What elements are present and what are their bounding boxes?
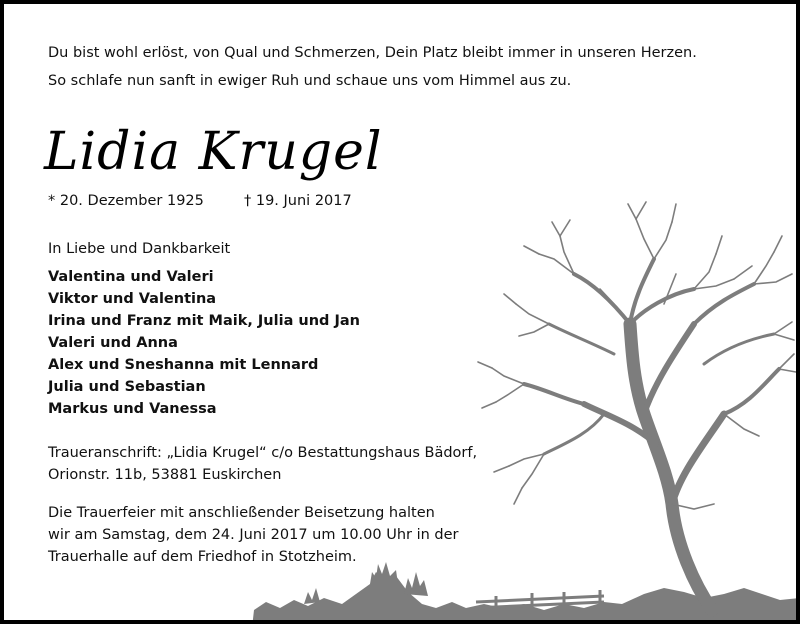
deceased-name: Lidia Krugel [44,122,383,182]
mourner-name: Viktor und Valentina [48,291,217,307]
death-date: † 19. Juni 2017 [244,193,352,209]
tree-silhouette [478,202,796,610]
mourner-name: Markus und Vanessa [48,401,217,417]
birth-date: * 20. Dezember 1925 [48,193,204,209]
mourner-name: Julia und Sebastian [48,379,206,395]
address-line-1: Traueranschrift: „Lidia Krugel“ c/o Bestattungshaus Bädorf, [48,445,478,461]
ceremony-line-3: Trauerhalle auf dem Friedhof in Stotzheim. [48,549,357,565]
ceremony-line-2: wir am Samstag, dem 24. Juni 2017 um 10.00 Uhr in der [48,527,459,543]
ceremony-line-1: Die Trauerfeier mit anschließender Beisetzung halten [48,505,435,521]
poem-line-1: Du bist wohl erlöst, von Qual und Schmerzen, Dein Platz bleibt immer in unseren Herzen. [48,45,697,61]
mourner-name: Valeri und Anna [48,335,178,351]
mourners-intro: In Liebe und Dankbarkeit [48,241,231,257]
mourner-name: Valentina und Valeri [48,269,214,285]
mourners-list [48,266,360,420]
address-line-2: Orionstr. 11b, 53881 Euskirchen [48,467,282,483]
mourner-name: Irina und Franz mit Maik, Julia und Jan [48,313,360,329]
poem-line-2: So schlafe nun sanft in ewiger Ruh und schaue uns vom Himmel aus zu. [48,73,572,89]
ground-silhouette [252,562,800,624]
mourner-name: Alex und Sneshanna mit Lennard [48,357,319,373]
